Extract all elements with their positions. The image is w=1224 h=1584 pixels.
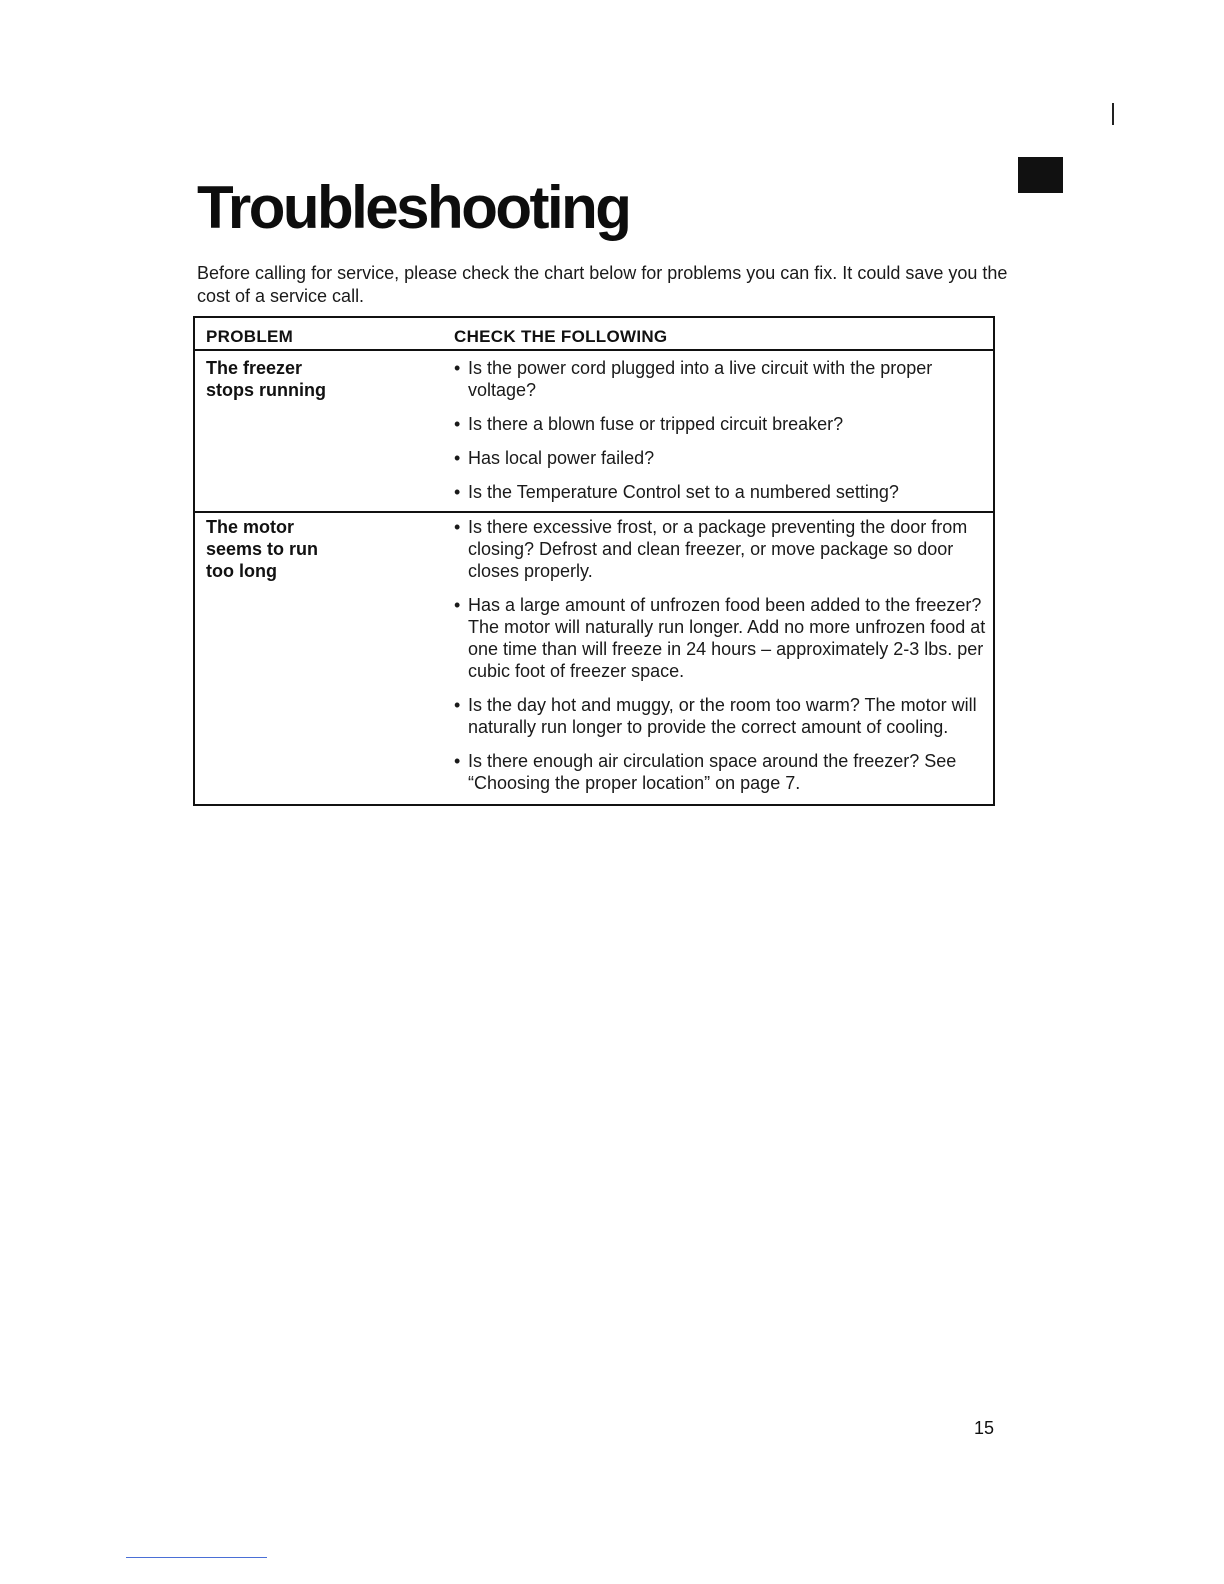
check-item: • Is there enough air circulation space around the freezer? See “Choosing the proper location” on page 7. <box>454 751 957 793</box>
bullet-icon: • <box>454 695 461 715</box>
bullet-icon: • <box>454 448 461 468</box>
table-header <box>195 318 993 351</box>
troubleshooting-table <box>193 316 995 806</box>
check-item: • Is there a blown fuse or tripped circuit breaker? <box>454 414 844 434</box>
intro-paragraph: Before calling for service, please check the chart below for problems you can fix. It could save you the cost of a service call. <box>197 263 1008 306</box>
bullet-icon: • <box>454 414 461 434</box>
check-item: • Is there excessive frost, or a package preventing the door from closing? Defrost and clean freezer, or move package so door closes properly. <box>454 517 968 581</box>
table-row <box>195 513 993 804</box>
bullet-icon: • <box>454 595 461 615</box>
check-item: • Is the day hot and muggy, or the room too warm? The motor will naturally run longer to provide the correct amount of cooling. <box>454 695 977 737</box>
check-column-header: CHECK THE FOLLOWING <box>454 327 668 346</box>
check-item: • Is the power cord plugged into a live circuit with the proper voltage? <box>454 358 933 400</box>
bullet-icon: • <box>454 358 461 378</box>
check-item: • Is the Temperature Control set to a numbered setting? <box>454 482 899 502</box>
bullet-icon: • <box>454 517 461 537</box>
bullet-icon: • <box>454 482 461 502</box>
page-title: Troubleshooting <box>197 174 630 241</box>
problem-column-header: PROBLEM <box>206 327 294 346</box>
table-row <box>195 351 993 513</box>
problem-label: The motor seems to run too long <box>206 517 319 581</box>
problem-label: The freezer stops running <box>206 358 326 400</box>
bottom-rule <box>126 1557 267 1558</box>
check-item: • Has local power failed? <box>454 448 655 468</box>
edge-tick-mark <box>1112 103 1114 125</box>
check-item: • Has a large amount of unfrozen food been added to the freezer? The motor will naturally run longer. Add no more unfrozen food at one time than will freeze in 24 hours – approximately 2-3 lbs. per cubic foot of freezer space. <box>454 595 986 681</box>
bullet-icon: • <box>454 751 461 771</box>
check-list <box>454 516 993 794</box>
check-list <box>454 357 993 503</box>
page-number: 15 <box>974 1418 995 1438</box>
section-thumb-tab <box>1018 157 1063 193</box>
